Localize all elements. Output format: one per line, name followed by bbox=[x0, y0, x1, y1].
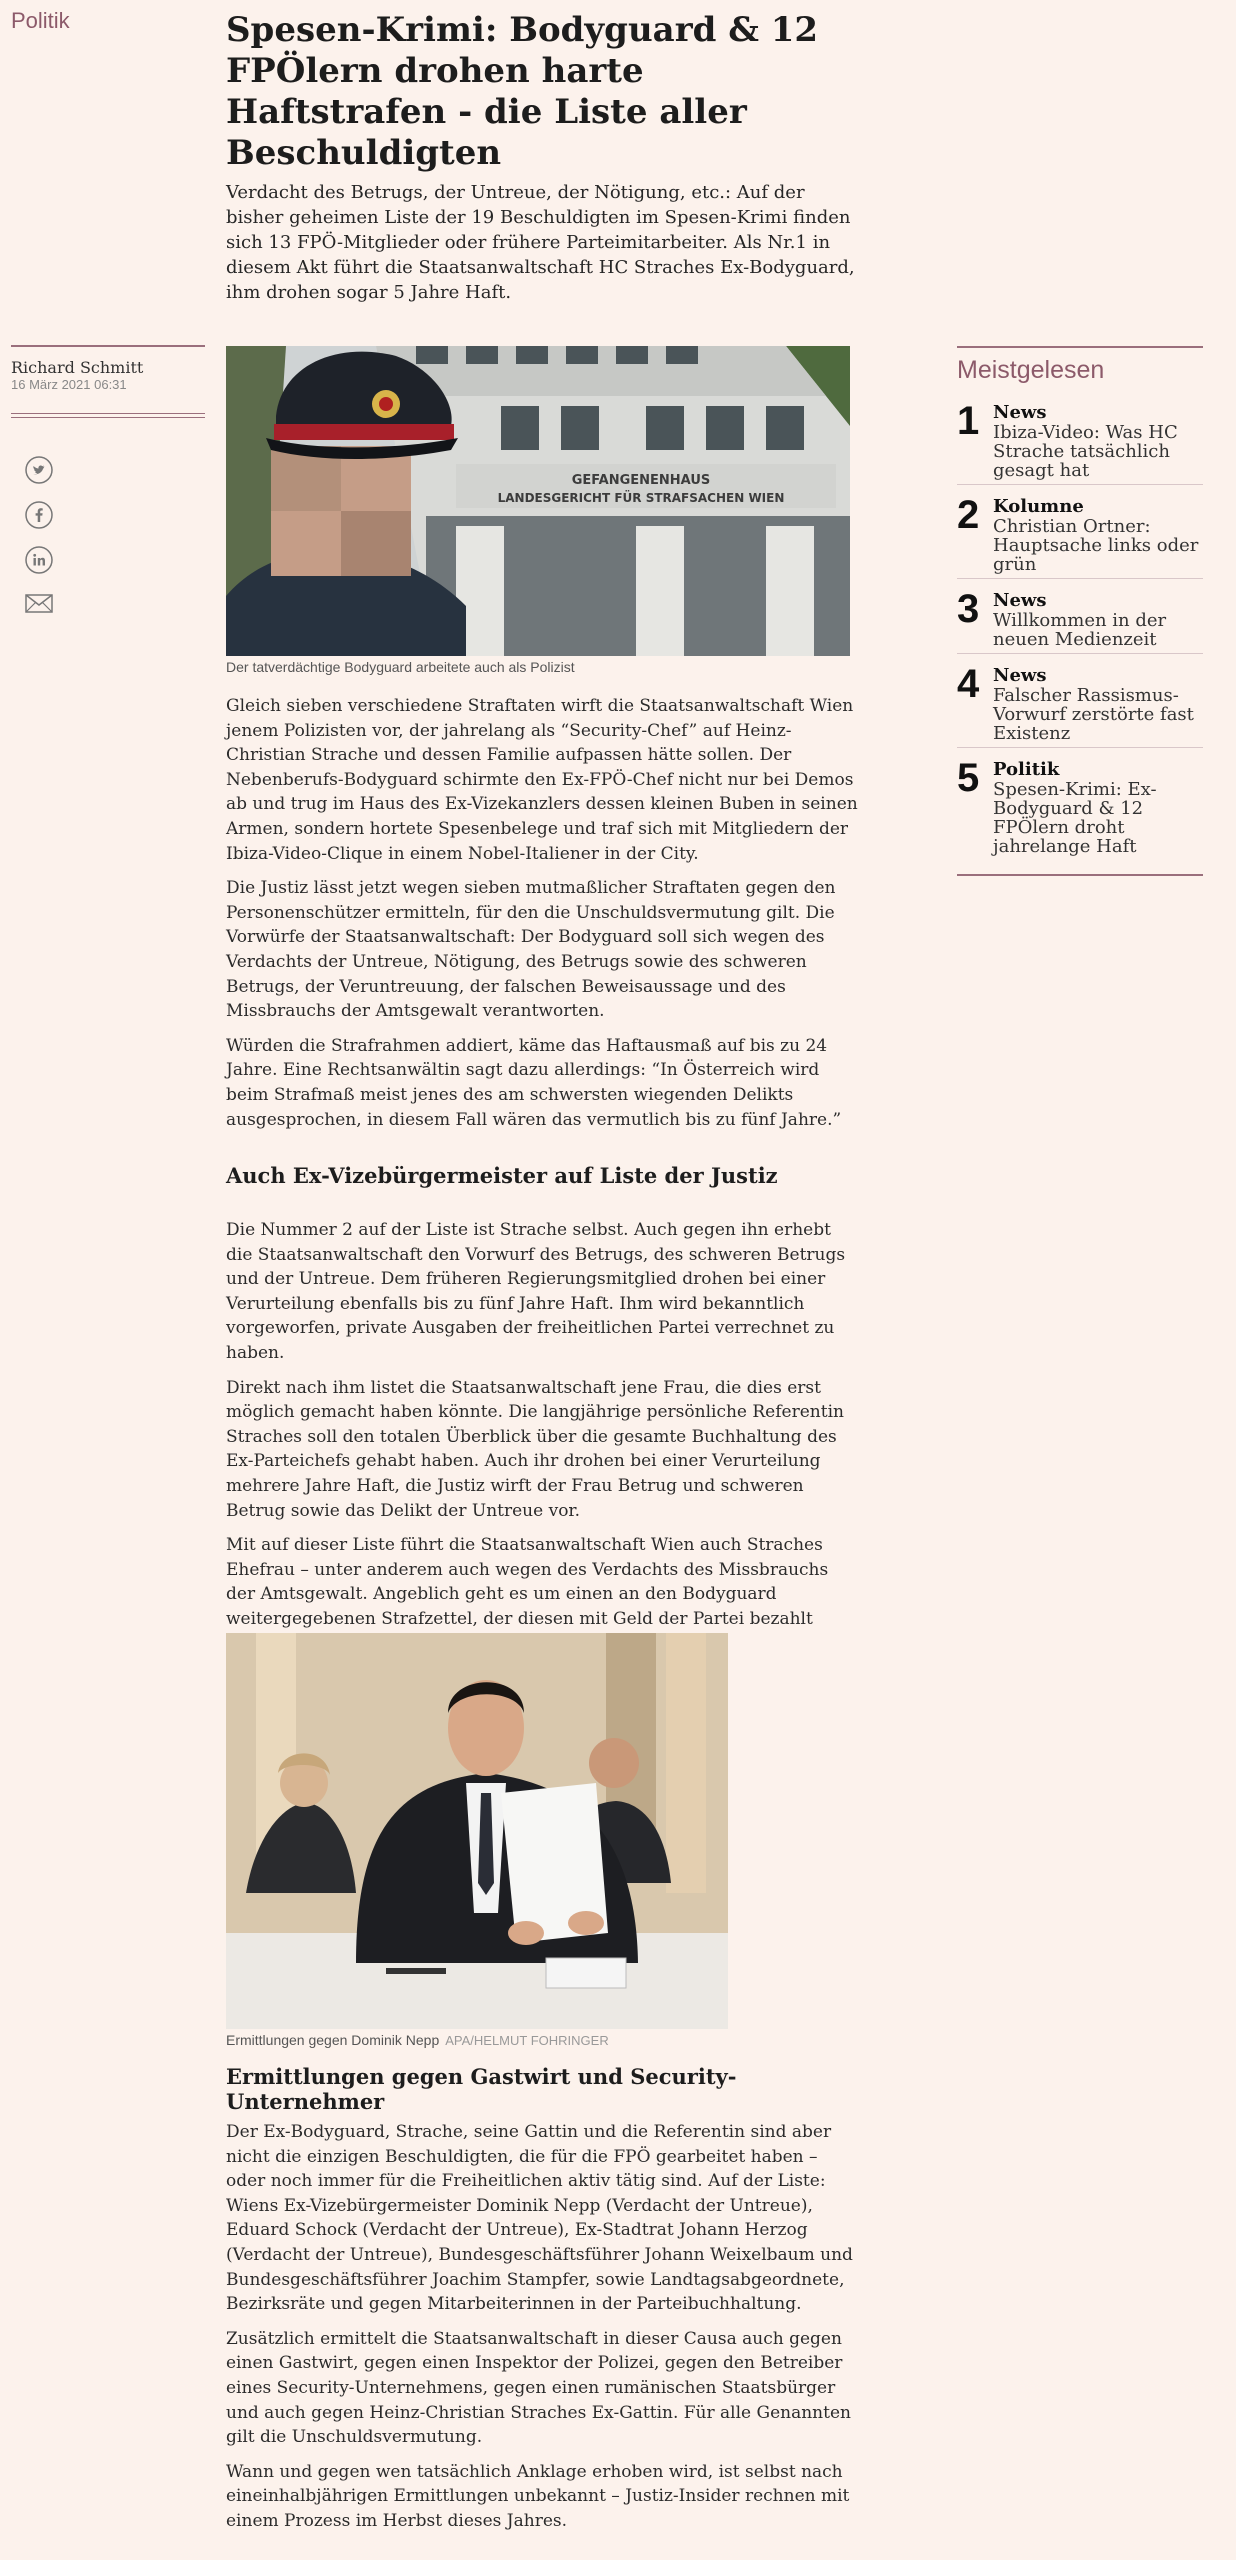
paragraph: Wann und gegen wen tatsächlich Anklage erhoben wird, ist selbst nach eineinhalbjährigen Ermittlungen unbekannt – Justiz-Insider rechnen mit einem Prozess im Herbst dieses Jahres. bbox=[226, 2461, 850, 2531]
twitter-icon bbox=[24, 455, 54, 485]
rank-number: 1 bbox=[957, 399, 980, 443]
most-read-item[interactable] bbox=[957, 485, 1203, 579]
facebook-icon bbox=[24, 500, 54, 530]
rank-number: 5 bbox=[957, 756, 980, 800]
nepp-photo bbox=[226, 1633, 728, 2029]
article-figure-2 bbox=[226, 1633, 728, 2050]
article-figure-1 bbox=[226, 346, 850, 676]
publish-date: 16 März 2021 06:31 bbox=[11, 377, 127, 392]
twitter-share-button[interactable] bbox=[24, 455, 54, 485]
article-body-part-3 bbox=[226, 2120, 862, 2544]
article-headline: Spesen-Krimi: Bodyguard & 12 FPÖlern drohen harte Haftstrafen - die Liste aller Beschuldigten bbox=[226, 10, 819, 173]
bodyguard-photo bbox=[226, 346, 850, 656]
article-body-part-2 bbox=[226, 1218, 862, 1666]
subheading-2: Ermittlungen gegen Gastwirt und Security-Unternehmer bbox=[226, 2064, 737, 2114]
author-name[interactable]: Richard Schmitt bbox=[11, 358, 144, 377]
photo-credit: APA/HELMUT FOHRINGER bbox=[445, 2033, 609, 2048]
svg-text:GEFANGENENHAUS: GEFANGENENHAUS bbox=[571, 473, 711, 488]
figure-1-caption: Der tatverdächtige Bodyguard arbeitete auch als Polizist bbox=[226, 659, 575, 675]
most-read-item[interactable] bbox=[957, 748, 1203, 860]
paragraph: Zusätzlich ermittelt die Staatsanwaltschaft in dieser Causa auch gegen einen Gastwirt, gegen einen Inspektor der Polizei, gegen den Betreiber eines Security-Unternehmens, gegen einen rumänischen Staatsbürger und auch gegen Heinz-Christian Straches Ex-Gattin. Für alle Genannten gilt die Unschuldsvermutung. bbox=[226, 2328, 851, 2448]
email-share-button[interactable] bbox=[24, 588, 54, 618]
most-read-category: Kolumne bbox=[993, 496, 1084, 517]
rank-number: 3 bbox=[957, 587, 980, 631]
most-read-category: News bbox=[993, 402, 1047, 423]
most-read-title: Meistgelesen bbox=[957, 356, 1105, 384]
paragraph: Die Justiz lässt jetzt wegen sieben mutmaßlicher Straftaten gegen den Personenschützer ermitteln, für den die Unschuldsvermutung gilt. Die Vorwürfe der Staatsanwaltschaft: Der Bodyguard soll sich wegen des Verdachts der Untreue, Nötigung, des Betrugs sowie des schweren Betrugs, der Veruntreuung, der falschen Beweisaussage und des Missbrauchs der Amtsgewalt verantworten. bbox=[226, 878, 836, 1022]
subheading-1: Auch Ex-Vizebürgermeister auf Liste der Justiz bbox=[226, 1163, 778, 1188]
most-read-link[interactable]: Willkommen in der neuen Medienzeit bbox=[993, 610, 1167, 650]
most-read-link[interactable]: Ibiza-Video: Was HC Strache tatsächlich gesagt hat bbox=[993, 422, 1178, 481]
most-read-link[interactable]: Spesen-Krimi: Ex-Bodyguard & 12 FPÖlern droht jahrelange Haft bbox=[993, 779, 1157, 857]
author-divider bbox=[11, 413, 205, 418]
most-read-link[interactable]: Falscher Rassismus-Vorwurf zerstörte fast Existenz bbox=[993, 685, 1194, 744]
svg-text:LANDESGERICHT FÜR STRAFSACHEN: LANDESGERICHT FÜR STRAFSACHEN WIEN bbox=[497, 491, 785, 505]
figure-2-caption bbox=[226, 2031, 728, 2050]
most-read-link[interactable]: Christian Ortner: Hauptsache links oder grün bbox=[993, 516, 1199, 575]
mail-icon bbox=[24, 588, 54, 618]
most-read-category: News bbox=[993, 590, 1047, 611]
most-read-item[interactable] bbox=[957, 579, 1203, 654]
article-body-part-1 bbox=[226, 694, 862, 1142]
article-lead: Verdacht des Betrugs, der Untreue, der Nötigung, etc.: Auf der bisher geheimen Liste der 19 Beschuldigten im Spesen-Krimi finden sich 13 FPÖ-Mitglieder oder frühere Parteimitarbeiter. Als Nr.1 in diesem Akt führt die Staatsanwaltschaft HC Straches Ex-Bodyguard, ihm drohen sogar 5 Jahre Haft. bbox=[226, 182, 855, 303]
paragraph: Würden die Strafrahmen addiert, käme das Haftausmaß auf bis zu 24 Jahre. Eine Rechtsanwältin sagt dazu allerdings: “In Österreich wird beim Strafmaß meist jenes des am schwersten wiegenden Delikts ausgesprochen, in diesem Fall wären das vermutlich bis zu fünf Jahre.” bbox=[226, 1035, 842, 1130]
most-read-category: Politik bbox=[993, 759, 1060, 780]
rank-number: 4 bbox=[957, 662, 980, 706]
linkedin-icon bbox=[24, 545, 54, 575]
paragraph: Gleich sieben verschiedene Straftaten wirft die Staatsanwaltschaft Wien jenem Polizisten vor, der jahrelang als “Security-Chef” auf Heinz-Christian Strache und dessen Familie aufpassen hätte sollen. Der Nebenberufs-Bodyguard schirmte den Ex-FPÖ-Chef nicht nur bei Demos ab und trug im Haus des Ex-Vizekanzlers dessen kleinen Buben in seinen Armen, sondern hortete Spesenbelege und traf sich mit Mitgliedern der Ibiza-Video-Clique in einem Nobel-Italiener in der City. bbox=[226, 696, 858, 864]
rank-number: 2 bbox=[957, 493, 980, 537]
most-read-sidebar bbox=[957, 346, 1203, 876]
caption-text: Ermittlungen gegen Dominik Nepp bbox=[226, 2032, 440, 2048]
most-read-item[interactable] bbox=[957, 391, 1203, 485]
paragraph: Mit auf dieser Liste führt die Staatsanwaltschaft Wien auch Straches Ehefrau – unter anderem auch wegen des Verdachts des Missbrauchs der Amtsgewalt. Angeblich geht es um einen an den Bodyguard weitergegebenen Strafzettel, der diesen mit Geld der Partei bezahlt bbox=[226, 1535, 829, 1629]
paragraph: Die Nummer 2 auf der Liste ist Strache selbst. Auch gegen ihn erhebt die Staatsanwaltschaft den Vorwurf des Betrugs, des schweren Betrugs und der Untreue. Dem früheren Regierungsmitglied drohen bei einer Verurteilung ebenfalls bis zu fünf Jahre Haft. Ihm wird bekanntlich vorgeworfen, private Ausgaben der freiheitlichen Partei verrechnet zu haben. bbox=[226, 1220, 846, 1363]
paragraph: Direkt nach ihm listet die Staatsanwaltschaft jene Frau, die dies erst möglich gemacht haben könnte. Die langjährige persönliche Referentin Straches soll den totalen Überblick über die gesamte Buchhaltung des Ex-Parteichefs gehabt haben. Auch ihr drohen bei einer Verurteilung mehrere Jahre Haft, die Justiz wirft der Frau Betrug und schweren Betrug sowie das Delikt der Untreue vor. bbox=[226, 1377, 844, 1521]
most-read-category: News bbox=[993, 665, 1047, 686]
section-label[interactable]: Politik bbox=[11, 8, 70, 33]
paragraph: Der Ex-Bodyguard, Strache, seine Gattin und die Referentin sind aber nicht die einzigen Beschuldigten, die für die FPÖ gearbeitet haben – oder noch immer für die Freiheitlichen aktiv tätig sind. Auf der Liste: Wiens Ex-Vizebürgermeister Dominik Nepp (Verdacht der Untreue), Eduard Schock (Verdacht der Untreue), Ex-Stadtrat Johann Herzog (Verdacht der Untreue), Bundesgeschäftsführer Johann Weixelbaum und Bundesgeschäftsführer Joachim Stampfer, sowie Landtagsabgeordnete, Bezirksräte und gegen Mitarbeiterinnen in der Parteibuchhaltung. bbox=[226, 2122, 853, 2315]
most-read-item[interactable] bbox=[957, 654, 1203, 748]
facebook-share-button[interactable] bbox=[24, 500, 54, 530]
author-box bbox=[11, 345, 205, 418]
linkedin-share-button[interactable] bbox=[24, 545, 54, 575]
